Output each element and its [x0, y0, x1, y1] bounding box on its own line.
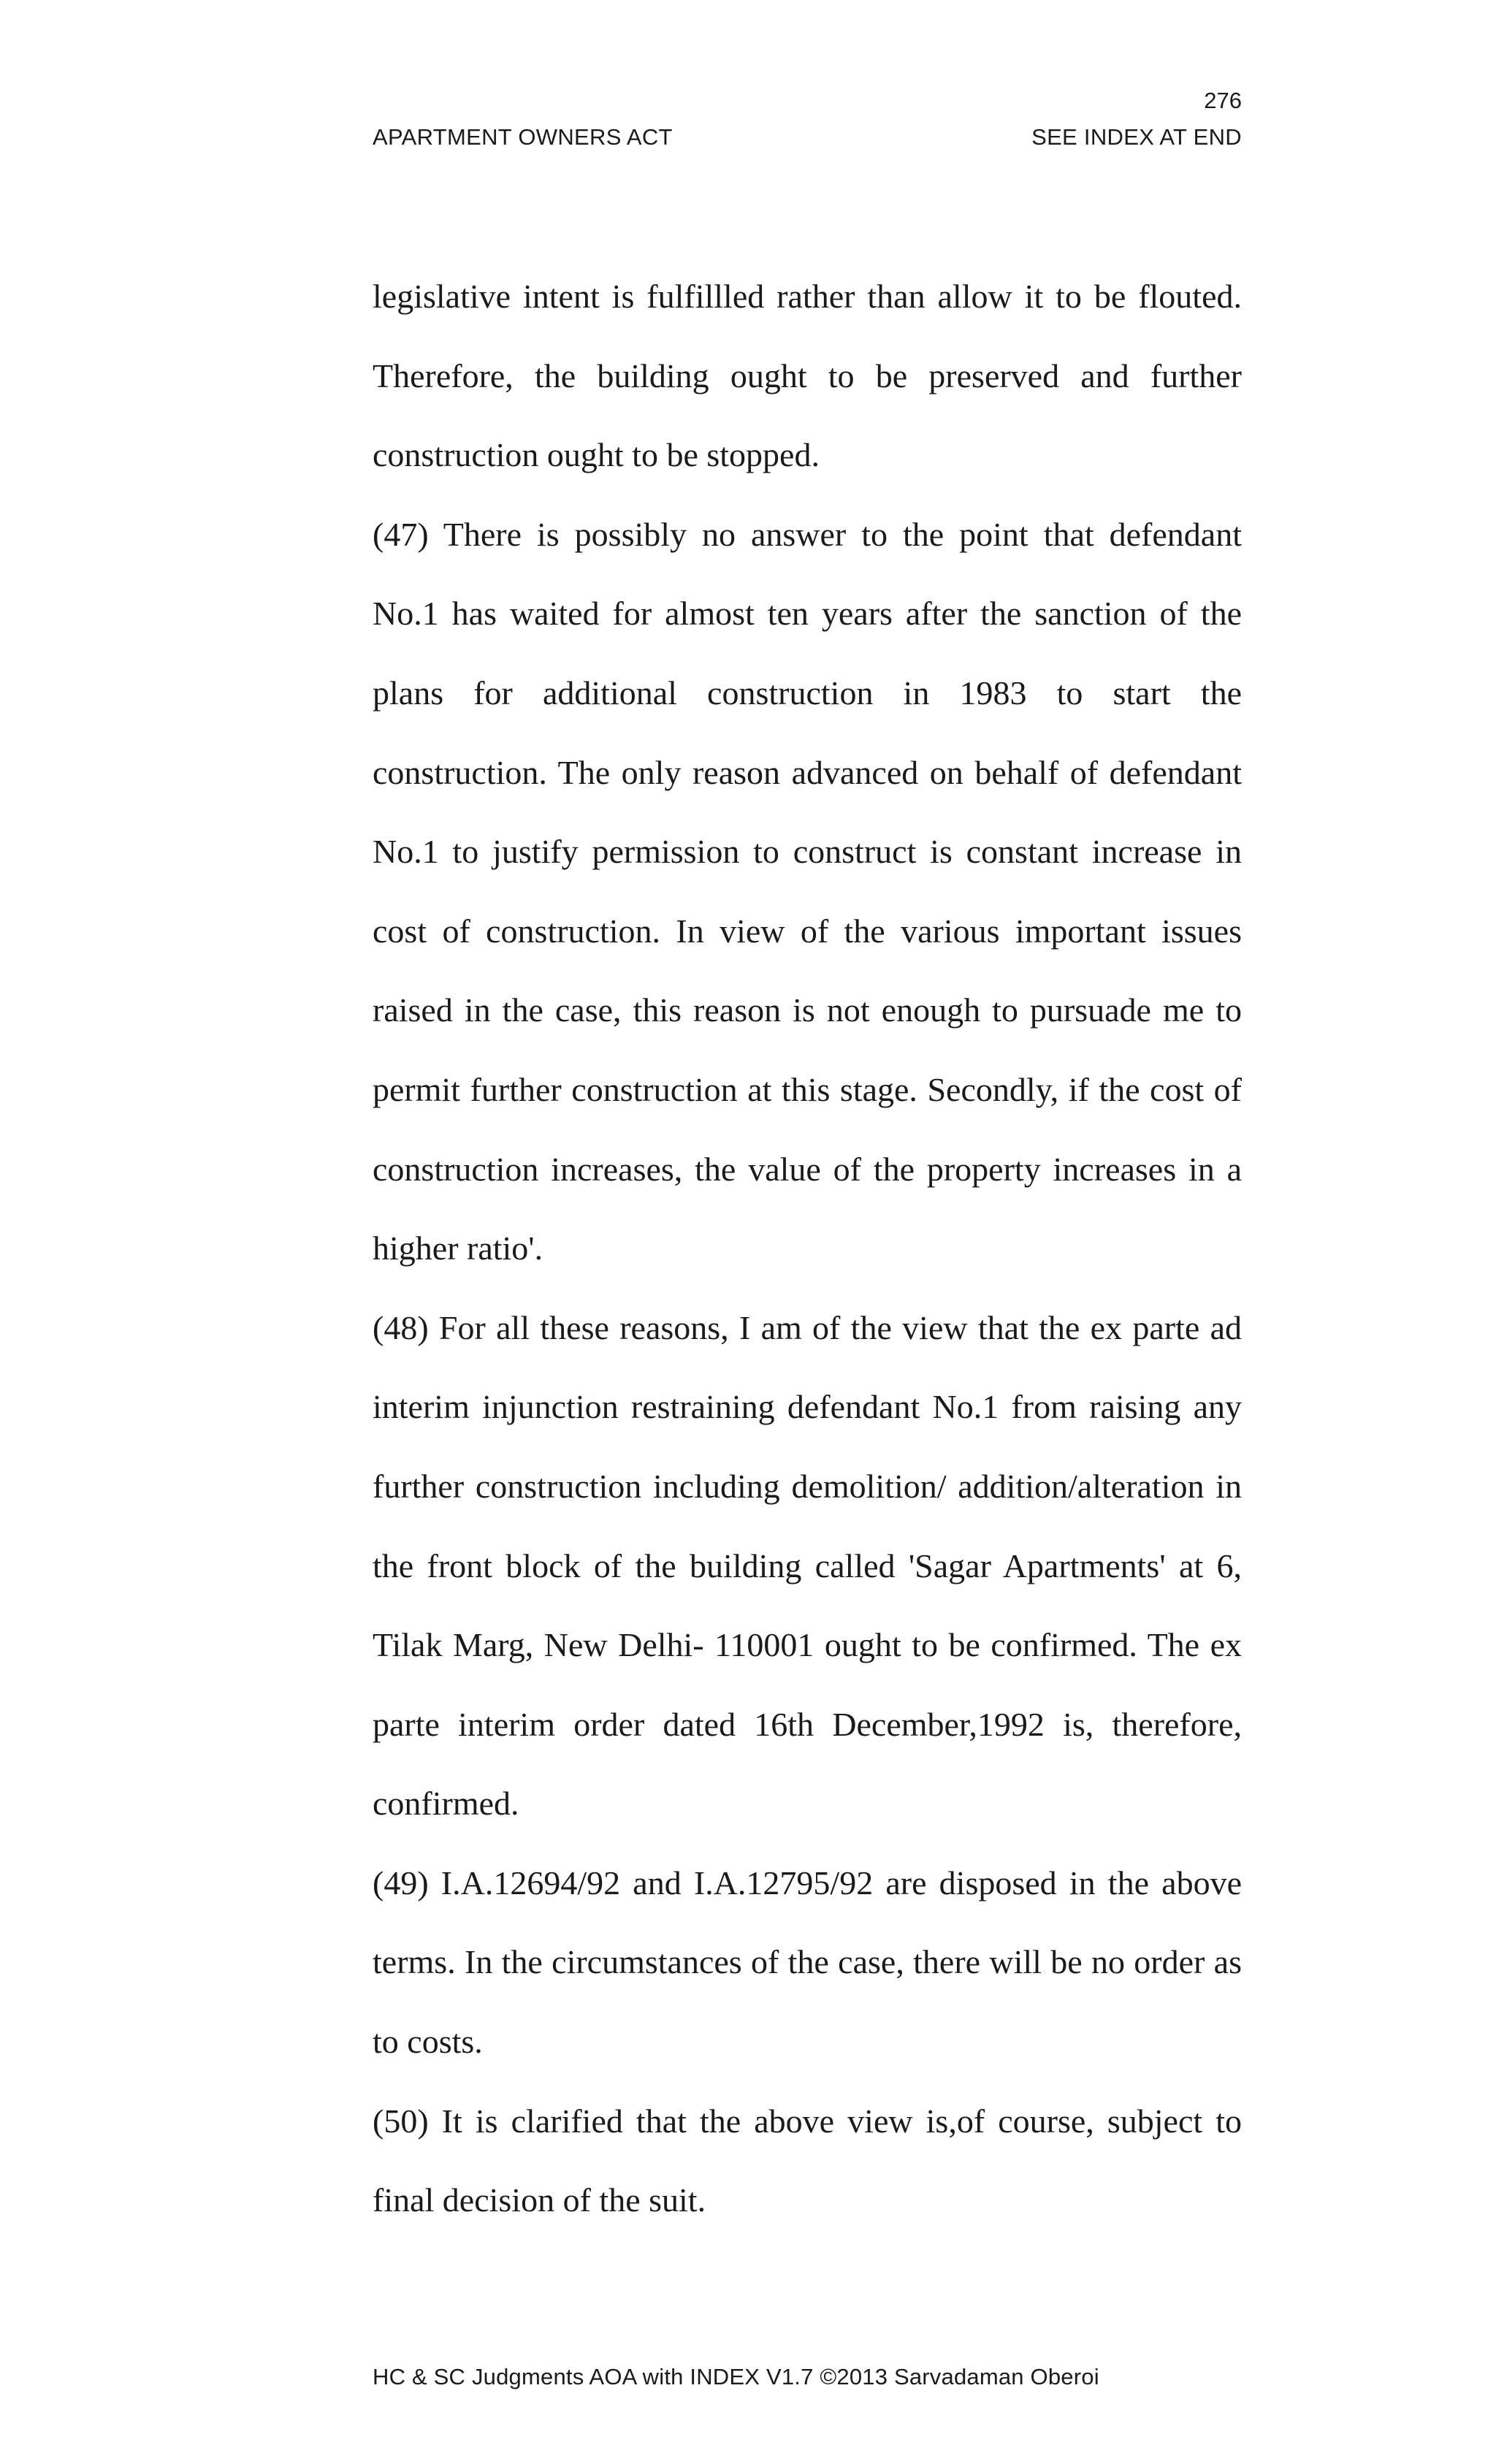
page-number: 276	[1204, 88, 1242, 113]
paragraph-49: (49) I.A.12694/92 and I.A.12795/92 are disposed in the above terms. In the circumstances of the case, there will be no order as to costs.	[373, 1864, 1242, 2061]
running-header-title: APARTMENT OWNERS ACT	[373, 124, 673, 150]
paragraph-48: (48) For all these reasons, I am of the view that the ex parte ad interim injunction restraining defendant No.1 from raising any further construction including demolition/ addition/alteration in the front block of the building called 'Sagar Apartments' at 6, Tilak Marg, New Delhi- 110001 ought to be confirmed. The ex parte interim order dated 16th December,1992 is, therefore, confirmed.	[373, 1308, 1242, 1823]
paragraph-50: (50) It is clarified that the above view is,of course, subject to final decision of the suit.	[373, 2102, 1242, 2219]
page-footer: HC & SC Judgments AOA with INDEX V1.7 ©2013 Sarvadaman Oberoi	[373, 2364, 1099, 2389]
paragraph-47: (47) There is possibly no answer to the point that defendant No.1 has waited for almost ten years after the sanction of the plans for additional construction in 1983 to start the construction. The only reason advanced on behalf of defendant No.1 to justify permission to construct is constant increase in cost of construction. In view of the various important issues raised in the case, this reason is not enough to pursuade me to permit further construction at this stage. Secondly, if the cost of construction increases, the value of the property increases in a higher ratio'.	[373, 515, 1242, 1267]
document-body	[373, 257, 1242, 2240]
running-header-index-note: SEE INDEX AT END	[1031, 124, 1242, 150]
paragraph-continuation: legislative intent is fulfillled rather than allow it to be flouted. Therefore, the building ought to be preserved and further construction ought to be stopped.	[373, 278, 1242, 474]
